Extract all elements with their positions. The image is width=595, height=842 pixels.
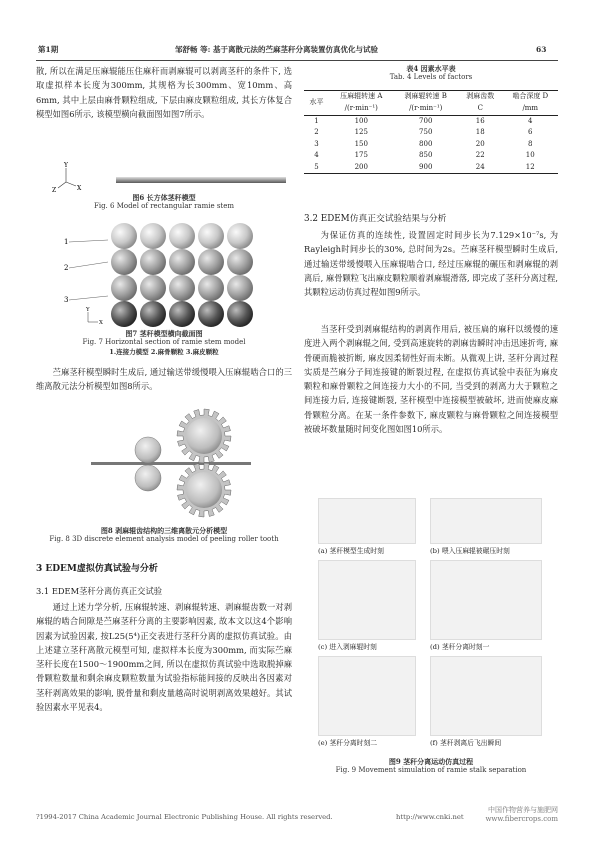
table-cell: 1 [314,116,319,125]
fig9-panel-a [318,498,416,544]
table-cell: 200 [354,162,368,171]
table-cell: 20 [475,139,485,148]
fig7-leader-1 [69,240,108,242]
fig7-leader-3 [69,296,108,300]
axis-line-x [66,182,76,186]
table-4-title-cn: 表4 因素水平表 [406,64,456,73]
table-cell: 850 [419,151,433,160]
particle-sphere [227,275,253,301]
table-cell: 3 [314,139,319,148]
table-cell: 700 [419,116,433,125]
particle-sphere [111,275,137,301]
table-cell: 150 [354,139,368,148]
particle-sphere [227,249,253,275]
paragraph-orthogonal-test: 通过上述力学分析, 压麻辊转速、剥麻辊转速、剥麻辊齿数一对剥麻辊的啮合间隙是苎麻茎秆分离的主要影响因素, 故本文以这4个影响因素为试验因素, 按L25(5⁴)正交表进行茎秆分离的虚拟仿真试验。由上述建立茎秆离散元模型可知, 虚拟样本长度为300mm, 而实际苎麻茎秆长度在1500～1900mm之间, 所以在虚拟仿真试验中选取脱掉麻骨颗粒数量和剩余麻皮颗粒数量为试验指标能间接的反映出各因素对茎秆剥离效果的影响, 脱骨量和剩皮量越高时说明剥离效果越好。其试验因素水平见表4。 [36,602,292,712]
table-row [304,139,558,151]
upper-press-roller [135,437,161,463]
table-cell: 6 [528,128,533,137]
figure-8-caption-cn: 图8 剥麻辊齿结构的三维离散元分析模型 [100,526,228,535]
particle-sphere [198,249,224,275]
figure-9-caption-cn: 图9 茎秆分离运动仿真过程 [388,757,474,766]
figure-7-legend: 1.连接力模型 2.麻骨颗粒 3.麻皮颗粒 [109,347,219,356]
axis-x-label: X [77,185,82,192]
table-cell: 10 [525,151,535,160]
particle-sphere [140,301,166,327]
header-rule [36,60,558,61]
table-cell: 12 [525,162,535,171]
table-row [304,150,558,162]
col-header-a: 压麻辊转速 A [340,92,383,100]
col-header-d: 啮合深度 D [512,92,549,100]
table-row [304,115,558,127]
particle-sphere [111,223,137,249]
section-3-1-heading: 3.1 EDEM茎秆分离仿真正交试验 [36,586,163,596]
gear-hub [186,472,222,508]
fig9-sub-d: (d) 茎秆分离时刻一 [430,643,490,651]
figure-9-caption [304,757,558,776]
table-cell: 24 [475,162,485,171]
table-cell: 125 [354,128,368,137]
conveyor-belt [91,462,251,465]
table-cell: 750 [419,128,433,137]
watermark-cn: 中国作物营养与施肥网 [488,806,558,814]
fig7-axis-y-label: Y [86,307,90,313]
fig9-panel-d [430,560,542,640]
fig9-panel-e [318,656,416,736]
table-row [304,127,558,139]
particle-sphere [140,275,166,301]
fig7-leader-2 [69,262,108,268]
figure-7-caption [36,329,292,357]
copyright-line: ?1994-2017 China Academic Journal Electronic Publishing House. All rights reserved. [36,813,333,821]
table-cell: 8 [528,139,533,148]
table-cell: 18 [475,128,485,137]
axis-z-label: Z [52,187,57,194]
figure-8-caption [36,526,292,545]
figure-8-caption-en: Fig. 8 3D discrete element analysis model of peeling roller tooth [49,535,279,544]
paragraph-feeding: 苎麻茎秆模型瞬时生成后, 通过输送带缓慢喂入压麻辊啮合口的三维离散元法分析模型如图8所示。 [36,367,292,392]
col-unit-d: /mm [522,103,539,112]
col-unit-c: C [477,103,483,112]
table-cell: 16 [475,116,485,125]
section-3-2-heading: 3.2 EDEM仿真正交试验结果与分析 [304,214,447,224]
particle-sphere [169,249,195,275]
particle-sphere [198,301,224,327]
table-cell: 800 [419,139,433,148]
table-cell: 100 [354,116,368,125]
stem-rod-model [116,177,286,183]
particle-sphere [111,249,137,275]
particle-sphere [227,301,253,327]
figure-6-caption-cn: 图6 长方体茎秆模型 [132,193,196,202]
figure-8-drawing [36,402,292,520]
particle-sphere [169,301,195,327]
upper-peeling-roller [177,409,231,463]
col-header-b: 剥麻辊转速 B [404,92,447,100]
table-cell: 175 [354,151,368,160]
running-title: 邹舒畅 等: 基于离散元法的苎麻茎秆分离装置仿真优化与试验 [175,45,378,54]
lower-press-roller [135,465,161,491]
particle-sphere [198,223,224,249]
table-4 [304,90,558,174]
particle-sphere [169,223,195,249]
paragraph-simulation-setup: 为保证仿真的连续性, 设置固定时间步长为7.129×10⁻⁷s, 为Rayleigh时间步长的30%, 总时间为2s。苎麻茎秆模型瞬时生成后, 通过输送带缓慢喂入压麻辊啮合口, 经过压麻辊的碾压和剥麻辊的剥离后, 麻骨颗粒飞出麻皮颗粒顺着剥麻辊滑落, 即完成了茎秆分离过程, 其颗粒运动仿真过程如图9所示。 [304,230,558,298]
particle-sphere [227,223,253,249]
table-row [304,162,558,174]
lower-peeling-roller [177,463,231,517]
figure-9 [318,498,546,758]
figure-8 [36,402,292,520]
fig9-sub-f: (f) 茎秆剥离后飞出瞬间 [430,739,502,747]
table-cell: 900 [419,162,433,171]
table-cell: 5 [314,162,319,171]
fig9-panel-c [318,560,416,640]
particle-sphere [111,301,137,327]
figure-7 [36,222,292,332]
figure-7-caption-cn: 图7 茎秆模型横向截面图 [125,329,203,338]
particle-sphere [198,275,224,301]
col-unit-a: /(r·min⁻¹) [344,103,378,112]
fig9-sub-c: (c) 进入剥麻辊时刻 [318,643,377,651]
paragraph-separation-mechanism: 当茎秆受到剥麻辊结构的剥离作用后, 被压扁的麻秆以缓慢的速度进入两个剥麻辊之间, 受到高速旋转的剥麻齿瞬时冲击迅速折弯, 麻骨硬而脆被折断, 麻皮因柔韧性好而未断。从微观上讲, 茎秆分离过程实质是苎麻分子间连接键的断裂过程, 在虚拟仿真试验中表征为麻皮颗粒和麻骨颗粒之间连接力大小的不同, 当受到的剥离力大于颗粒之间连接力后, 连接键断裂, 茎秆模型中连接模型被破坏, 进而使麻皮麻骨颗粒分离。在某一条件参数下, 麻皮颗粒与麻骨颗粒之间连接模型被破坏数量随时间变化图如图10所示。 [304,324,558,434]
fig7-label-2: 2 [64,264,69,272]
col-header-c: 剥麻齿数 [466,92,495,100]
footer-url[interactable]: http://www.cnki.net [396,813,464,821]
table-cell: 4 [528,116,533,125]
axis-line-z [58,182,66,188]
figure-6-caption-en: Fig. 6 Model of rectangular ramie stem [93,202,235,211]
figure-7-drawing [36,222,292,332]
table-4-title-en: Tab. 4 Levels of factors [389,73,473,82]
section-3-heading: 3 EDEM虚拟仿真试验与分析 [36,564,158,574]
fig7-label-1: 1 [64,238,69,246]
figure-7-caption-en: Fig. 7 Horizontal section of ramie stem model [82,338,246,347]
axis-y-label: Y [64,162,68,169]
fig9-panel-f [430,656,542,736]
watermark-en: www.fibercrops.com [485,815,558,824]
fig9-sub-e: (e) 茎秆分离时刻二 [318,739,378,747]
page-number: 63 [536,45,547,54]
col-header-level: 水平 [309,97,324,106]
table-cell: 22 [475,151,485,160]
gear-hub [186,418,222,454]
table-cell: 4 [314,151,319,160]
fig7-axis-x-label: X [99,320,103,326]
table-cell: 2 [314,128,319,137]
fig9-sub-a: (a) 茎秆模型生成时刻 [318,547,384,555]
watermark [440,806,558,824]
factors-table [304,90,558,174]
fig9-panel-b [430,498,542,544]
particle-sphere [140,223,166,249]
fig7-label-3: 3 [64,296,69,304]
issue-number: 第1期 [38,45,59,54]
particle-sphere [140,249,166,275]
figure-6-caption [36,193,292,212]
table-4-title [304,64,558,83]
fig9-sub-b: (b) 喂入压麻辊被碾压时刻 [430,547,510,555]
col-unit-b: /(r·min⁻¹) [409,103,443,112]
particle-sphere [169,275,195,301]
figure-9-caption-en: Fig. 9 Movement simulation of ramie stalk separation [335,766,527,775]
paragraph-model-size: 散, 所以在满足压麻辊能压住麻秆而剥麻辊可以剥离茎秆的条件下, 选取虚拟样本长度为300mm, 其规格为长300mm、宽10mm、高6mm, 其中上层由麻骨颗粒组成, 下层由麻皮颗粒组成, 其长方体复合模型如图6所示, 该模型横向截面图如图7所示。 [36,66,292,119]
